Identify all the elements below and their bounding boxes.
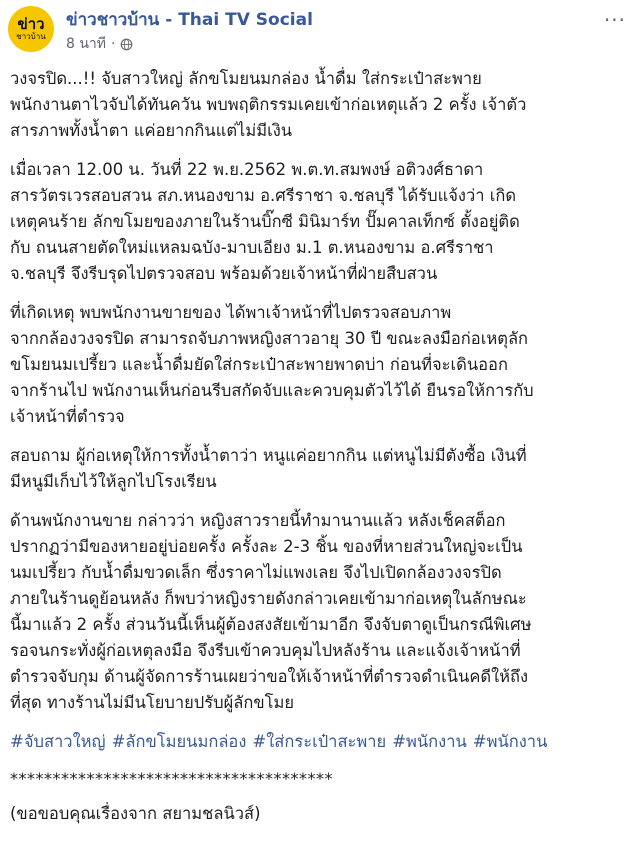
- paragraph-line: นี้มาแล้ว 2 ครั้ง ส่วนวันนี้เห็นผู้ต้องสงสัยเข้ามาอีก จึงจับตาดูเป็นกรณีพิเศษ: [10, 615, 532, 634]
- paragraph-line: นมเปรี้ยว กับน้ำดื่มขวดเล็ก ซึ่งราคาไม่แพงเลย จึงไปเปิดกล้องวงจรปิด: [10, 563, 502, 582]
- post-header: [0, 0, 640, 62]
- post-body: [10, 66, 630, 827]
- post-paragraph: [10, 300, 630, 430]
- meta-separator: ·: [111, 36, 116, 52]
- separator-stars: **************************************: [10, 769, 333, 788]
- paragraph-line: เจ้าหน้าที่ตำรวจ: [10, 407, 125, 426]
- paragraph-line: พนักงานตาไวจับได้ทันควัน พบพฤติกรรมเคยเข้าก่อเหตุแล้ว 2 ครั้ง เจ้าตัว: [10, 95, 527, 114]
- more-dots-icon[interactable]: ···: [603, 8, 626, 32]
- paragraph-line: ปรากฏว่ามีของหายอยู่บ่อยครั้ง ครั้งละ 2-3 ชิ้น ของที่หายส่วนใหญ่จะเป็น: [10, 537, 523, 556]
- paragraph-line: สารวัตรเวรสอบสวน สภ.หนองขาม อ.ศรีราชา จ.ชลบุรี ได้รับแจ้งว่า เกิด: [10, 186, 517, 205]
- hashtag-link[interactable]: #พนักงาน: [392, 732, 467, 751]
- paragraph-line: จากกล้องวงจรปิด สามารถจับภาพหญิงสาวอายุ 30 ปี ขณะลงมือก่อเหตุลัก: [10, 329, 529, 348]
- paragraph-line: ที่เกิดเหตุ พบพนักงานขายของ ได้พาเจ้าหน้าที่ไปตรวจสอบภาพ: [10, 303, 452, 322]
- hashtag-link[interactable]: #พนักงาน: [472, 732, 548, 751]
- page-avatar[interactable]: [8, 6, 54, 52]
- page-name-link[interactable]: ข่าวชาวบ้าน - Thai TV Social: [66, 10, 313, 30]
- paragraph-line: สารภาพทั้งน้ำตา แค่อยากกินแต่ไม่มีเงิน: [10, 121, 293, 140]
- avatar-logo-text: ข่าว: [17, 15, 45, 33]
- paragraph-line: ตำรวจจับกุม ด้านผู้จัดการร้านเผยว่าขอให้เจ้าหน้าที่ตำรวจดำเนินคดีให้ถึง: [10, 667, 529, 686]
- post-meta: [66, 33, 133, 55]
- paragraph-line: จากร้านไป พนักงานเห็นก่อนรีบสกัดจับและควบคุมตัวไว้ได้ ยืนรอให้การกับ: [10, 381, 534, 400]
- paragraph-line: จ.ชลบุรี จึงรีบรุดไปตรวจสอบ พร้อมด้วยเจ้าหน้าที่ฝ่ายสืบสวน: [10, 264, 438, 283]
- post-paragraph: [10, 157, 630, 287]
- post-paragraph: [10, 66, 630, 144]
- paragraph-line: สอบถาม ผู้ก่อเหตุให้การทั้งน้ำตาว่า หนูแค่อยากกิน แต่หนูไม่มีตังซื้อ เงินที่: [10, 446, 527, 465]
- avatar-logo-subtext: ชาวบ้าน: [16, 32, 46, 41]
- paragraph-line: วงจรปิด...!! จับสาวใหญ่ ลักขโมยนมกล่อง น้ำดื่ม ใส่กระเป๋าสะพาย: [10, 69, 482, 88]
- paragraph-line: ขโมยนมเปรี้ยว และน้ำดื่มยัดใส่กระเป๋าสะพายพาดบ่า ก่อนที่จะเดินออก: [10, 355, 508, 374]
- paragraph-line: ด้านพนักงานขาย กล่าวว่า หญิงสาวรายนี้ทำมานานแล้ว หลังเช็คสต็อก: [10, 511, 506, 530]
- hashtag-link[interactable]: #ใส่กระเป๋าสะพาย: [252, 732, 387, 751]
- post-paragraph: [10, 508, 630, 716]
- paragraph-line: มีหนูมีเก็บไว้ให้ลูกไปโรงเรียน: [10, 472, 217, 491]
- post-paragraph: [10, 443, 630, 495]
- hashtag-link[interactable]: #จับสาวใหญ่: [10, 732, 106, 751]
- post-timestamp[interactable]: 8 นาที: [66, 36, 107, 52]
- paragraph-line: กับ ถนนสายตัดใหม่แหลมฉบัง-มาบเอียง ม.1 ต.หนองขาม อ.ศรีราชา: [10, 238, 494, 257]
- paragraph-line: เหตุคนร้าย ลักขโมยของภายในร้านบิ๊กซี มินิมาร์ท ปั๊มคาลเท็กซ์ ตั้งอยู่ติด: [10, 212, 520, 231]
- paragraph-line: ที่สุด ทางร้านไม่มีนโยบายปรับผู้ลักขโมย: [10, 693, 295, 712]
- paragraph-line: ภายในร้านดูย้อนหลัง ก็พบว่าหญิงรายดังกล่าวเคยเข้ามาก่อเหตุในลักษณะ: [10, 589, 527, 608]
- paragraph-line: เมื่อเวลา 12.00 น. วันที่ 22 พ.ย.2562 พ.ต.ท.สมพงษ์ อติวงศ์ธาดา: [10, 160, 484, 179]
- paragraph-line: รอจนกระทั่งผู้ก่อเหตุลงมือ จึงรีบเข้าควบคุมไปหลังร้าน และแจ้งเจ้าหน้าที่: [10, 641, 521, 660]
- source-credit: (ขอขอบคุณเรื่องจาก สยามชลนิวส์): [10, 804, 261, 823]
- hashtag-list: [10, 729, 630, 755]
- hashtag-link[interactable]: #ลักขโมยนมกล่อง: [111, 732, 247, 751]
- globe-icon[interactable]: [120, 38, 133, 51]
